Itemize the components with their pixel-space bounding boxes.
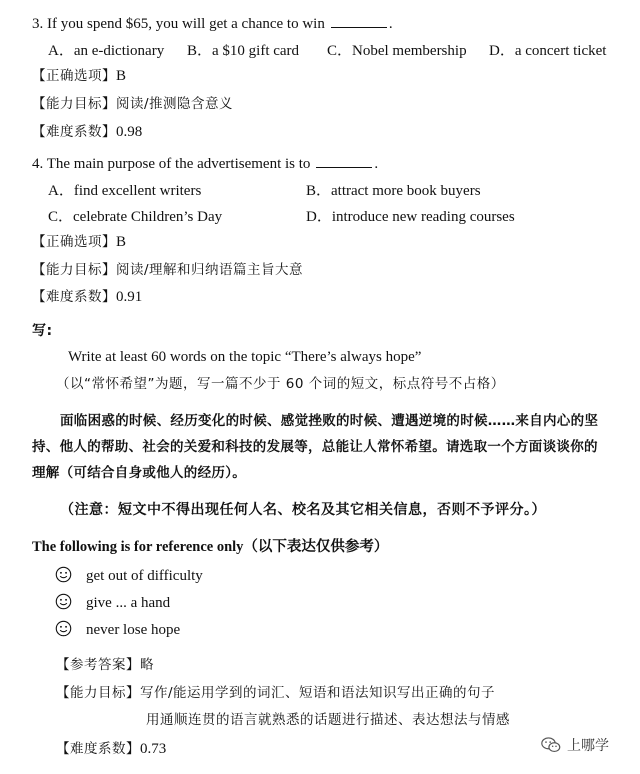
- q3-answer: [32, 67, 126, 85]
- writing-answer-value: 略: [140, 657, 154, 673]
- writing-answer-label: 【参考答案】: [56, 657, 140, 673]
- q4-option-c: C．celebrate Children’s Day: [48, 209, 223, 225]
- q4-ability-value: 阅读/理解和归纳语篇主旨大意: [116, 262, 304, 278]
- q3-option-b: B．a $10 gift card: [187, 43, 300, 59]
- q3-answer-label: 【正确选项】: [32, 68, 116, 84]
- q4-answer-value: B: [116, 234, 127, 250]
- writing-prompt-cn: （以“常怀希望”为题，写一篇不少于 60 个词的短文，标点符号不占格）: [56, 376, 505, 392]
- smiley-icon: [55, 620, 72, 637]
- answer-blank: [331, 15, 387, 28]
- answer-blank: [316, 155, 372, 168]
- reference-item: give ... a hand: [86, 595, 171, 611]
- q3-difficulty-value: 0.98: [116, 124, 143, 140]
- q3-stem-text: 3. If you spend $65, you will get a chance to win: [32, 16, 325, 32]
- q4-ability-label: 【能力目标】: [32, 262, 116, 278]
- q4-option-a: A．find excellent writers: [48, 183, 202, 199]
- writing-ability-value-1: 写作/能运用学到的词汇、短语和语法知识写出正确的句子: [140, 685, 496, 701]
- reference-item: never lose hope: [86, 622, 181, 638]
- q4-stem: [32, 155, 378, 173]
- writing-paragraph: 面临困惑的时候、经历变化的时候、感觉挫败的时候、遭遇逆境的时候……来自内心的坚持、他人的帮助、社会的关爱和科技的发展等，总能让人常怀希望。请选取一个方面谈谈你的理解（可结合自身或他人的经历）。: [32, 413, 599, 481]
- q4-answer-label: 【正确选项】: [32, 234, 116, 250]
- q4-difficulty-label: 【难度系数】: [32, 289, 116, 305]
- smiley-icon: [55, 593, 72, 610]
- writing-difficulty-label: 【难度系数】: [56, 741, 140, 757]
- smiley-icon: [55, 566, 72, 583]
- q3-ability-value: 阅读/推测隐含意义: [116, 96, 234, 112]
- writing-difficulty: [56, 740, 166, 758]
- q4-answer: [32, 233, 126, 251]
- q3-difficulty: [32, 123, 142, 141]
- writing-ability-label: 【能力目标】: [56, 685, 140, 701]
- q4-ability: [32, 261, 303, 279]
- writing-note: （注意：短文中不得出现任何人名、校名及其它相关信息，否则不予评分。）: [60, 502, 546, 518]
- q3-ability-label: 【能力目标】: [32, 96, 116, 112]
- q3-end: .: [388, 16, 393, 32]
- q4-difficulty-value: 0.91: [116, 289, 143, 305]
- reference-item: get out of difficulty: [86, 568, 203, 584]
- q4-option-b: B．attract more book buyers: [306, 183, 481, 199]
- q3-difficulty-label: 【难度系数】: [32, 124, 116, 140]
- q3-answer-value: B: [116, 68, 127, 84]
- q3-option-a: A．an e-dictionary: [48, 43, 165, 59]
- q3-stem: [32, 15, 393, 33]
- writing-answer: [56, 656, 154, 674]
- q4-stem-text: 4. The main purpose of the advertisement is to: [32, 156, 311, 172]
- watermark-text: 上哪学: [567, 738, 609, 754]
- writing-ability-value-2: 用通顺连贯的语言就熟悉的话题进行描述、表达想法与情感: [146, 712, 510, 728]
- q3-ability: [32, 95, 233, 113]
- reference-heading: The following is for reference only（以下表达仅供参考）: [32, 539, 389, 555]
- q4-option-d: D．introduce new reading courses: [306, 209, 515, 225]
- q3-option-d: D．a concert ticket: [489, 43, 607, 59]
- q4-end: .: [374, 156, 379, 172]
- q4-difficulty: [32, 288, 142, 306]
- wechat-icon: [541, 736, 561, 754]
- writing-difficulty-value: 0.73: [140, 741, 167, 757]
- writing-heading: 写:: [32, 323, 53, 339]
- q3-option-c: C．Nobel membership: [327, 43, 467, 59]
- writing-ability: [56, 684, 495, 702]
- watermark: [541, 735, 609, 755]
- writing-prompt-en: Write at least 60 words on the topic “There’s always hope”: [68, 349, 422, 365]
